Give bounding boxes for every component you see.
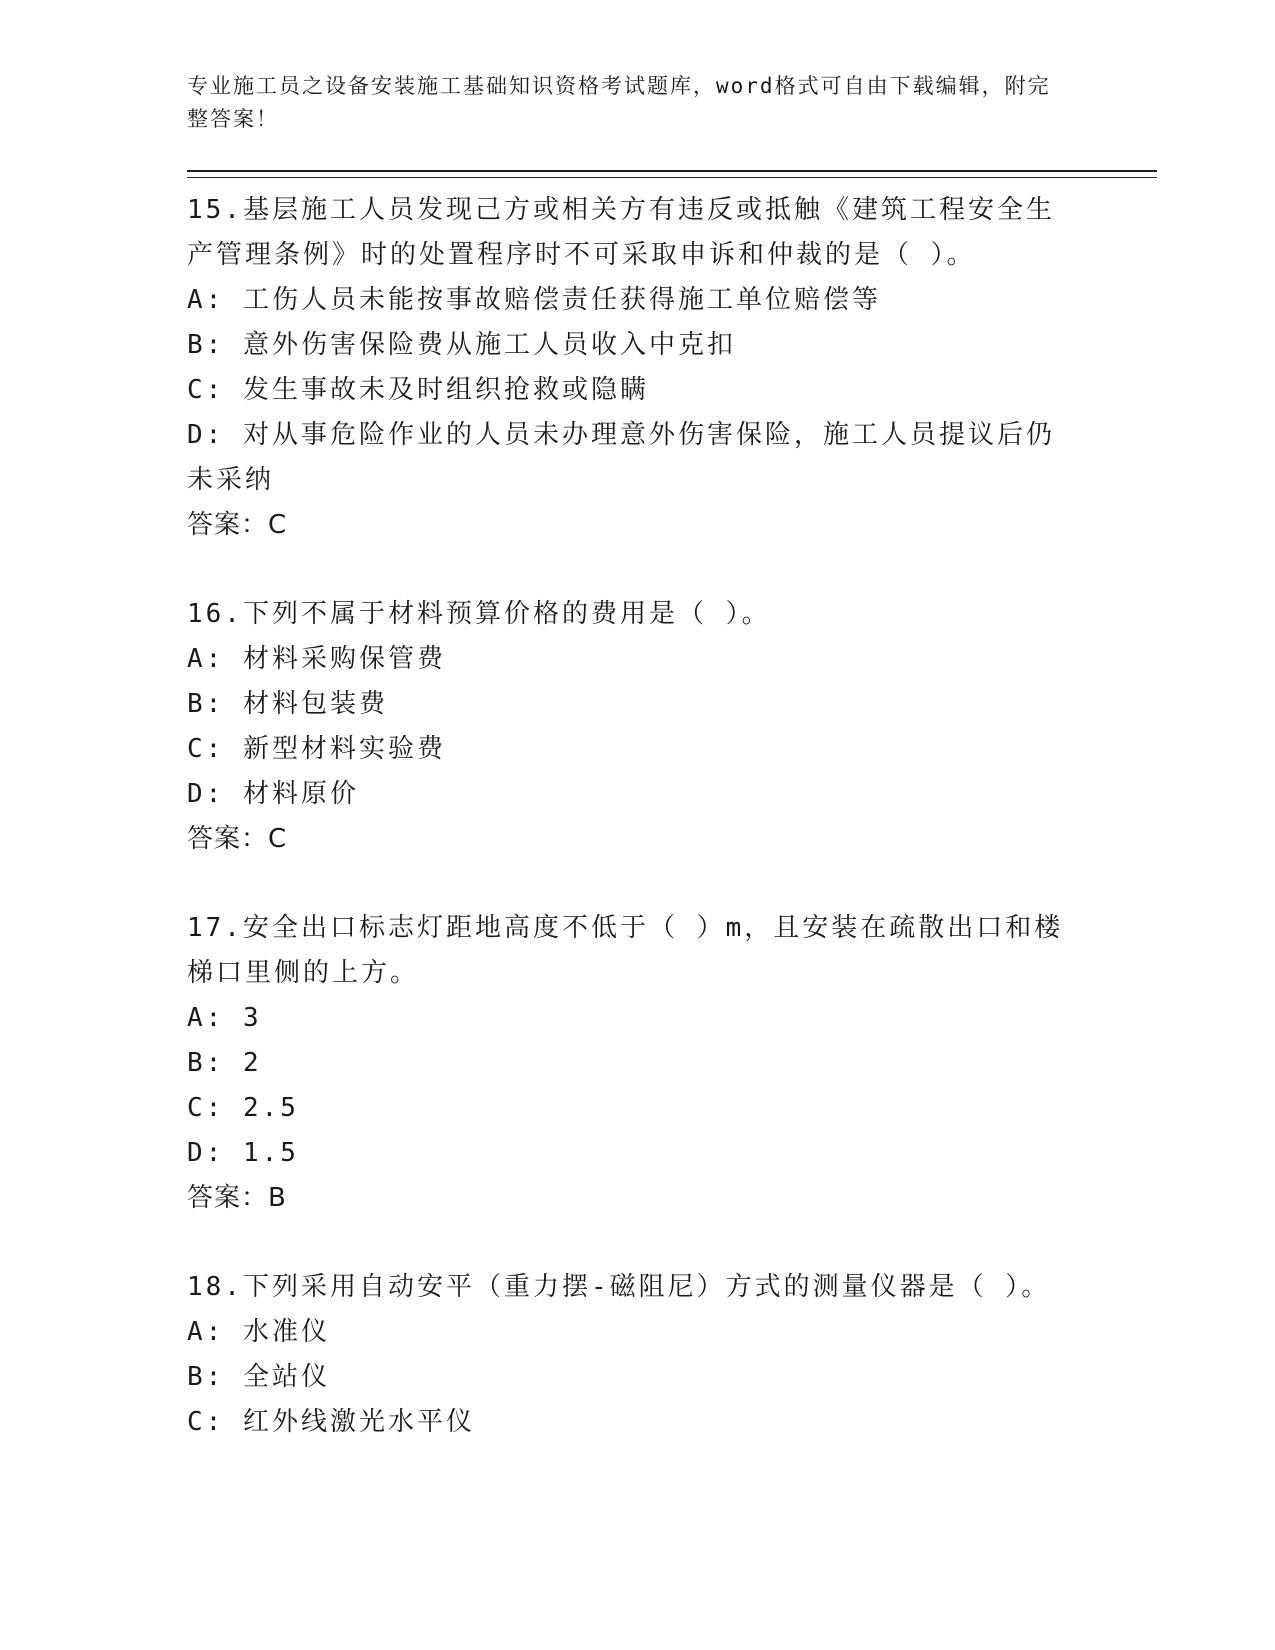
option-a: A: 材料采购保管费	[187, 644, 446, 674]
document-header: 专业施工员之设备安装施工基础知识资格考试题库，word格式可自由下载编辑，附完整答案！	[187, 74, 1051, 131]
option-a: A: 工伤人员未能按事故赔偿责任获得施工单位赔偿等	[187, 285, 881, 315]
option-d: D: 材料原价	[187, 779, 359, 809]
question-17	[187, 906, 1157, 1221]
option-b: B: 材料包装费	[187, 689, 388, 719]
option-b: B: 全站仪	[187, 1362, 330, 1392]
question-stem: 15.基层施工人员发现己方或相关方有违反或抵触《建筑工程安全生产管理条例》时的处置程序时不可采取申诉和仲裁的是（ ）。	[187, 195, 1055, 270]
option-d: D: 1.5	[187, 1138, 299, 1168]
document-page	[187, 70, 1157, 1489]
question-stem: 18.下列采用自动安平（重力摆-磁阻尼）方式的测量仪器是（ ）。	[187, 1272, 1051, 1302]
question-stem: 16.下列不属于材料预算价格的费用是（ ）。	[187, 599, 771, 629]
option-b: B: 意外伤害保险费从施工人员收入中克扣	[187, 330, 736, 360]
option-c: C: 发生事故未及时组织抢救或隐瞒	[187, 375, 649, 405]
option-c: C: 新型材料实验费	[187, 734, 446, 764]
question-stem: 17.安全出口标志灯距地高度不低于（ ）m，且安装在疏散出口和楼梯口里侧的上方。	[187, 913, 1064, 988]
option-a: A: 3	[187, 1003, 262, 1033]
answer-line: 答案：B	[187, 1183, 287, 1213]
option-a: A: 水准仪	[187, 1317, 330, 1347]
question-16	[187, 592, 1157, 862]
answer-line: 答案：C	[187, 824, 288, 854]
header-divider	[187, 170, 1157, 178]
option-b: B: 2	[187, 1048, 262, 1078]
option-d: D: 对从事危险作业的人员未办理意外伤害保险，施工人员提议后仍未采纳	[187, 420, 1055, 495]
question-18	[187, 1265, 1157, 1445]
option-c: C: 2.5	[187, 1093, 299, 1123]
question-15	[187, 188, 1157, 548]
option-c: C: 红外线激光水平仪	[187, 1407, 475, 1437]
answer-line: 答案：C	[187, 510, 288, 540]
